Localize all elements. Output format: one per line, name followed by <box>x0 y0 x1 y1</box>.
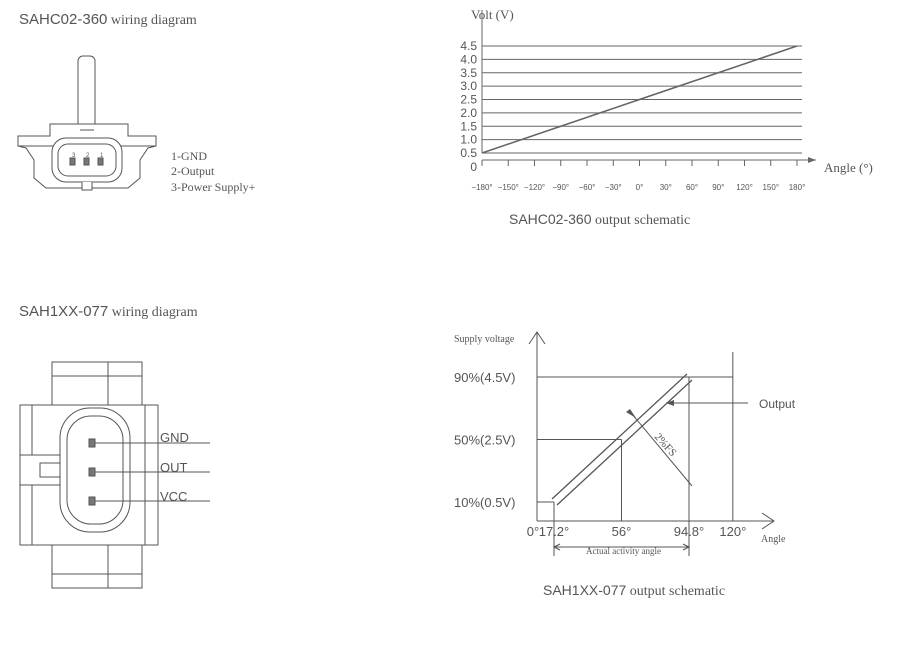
chart2-caption-code: SAH1XX-077 <box>543 582 627 598</box>
chart1-x-axis-label: Angle (°) <box>824 160 873 175</box>
chart1-x-tick-label: −30° <box>604 183 622 192</box>
chart1-y-tick-label: 1.5 <box>460 119 477 134</box>
chart1-x-tick-label: −60° <box>578 183 596 192</box>
chart2-caption <box>543 582 725 600</box>
sensor2-pin-label-gnd: GND <box>160 430 189 445</box>
chart2-x-ticks <box>527 524 747 539</box>
sensor2-title-code: SAH1XX-077 <box>19 303 109 320</box>
chart2-fs-arrow <box>626 409 636 418</box>
chart1-y-tick-label: 2.0 <box>460 105 477 120</box>
chart1-caption-code: SAHC02-360 <box>509 211 592 227</box>
sensor2-pin-label-out: OUT <box>160 460 188 475</box>
chart1-x-tick-label: 180° <box>788 183 806 192</box>
chart1-caption-rest: output schematic <box>591 213 691 228</box>
sensor1-pin-label-gnd: 1-GND <box>171 149 207 163</box>
chart1-y-tick-label: 3.0 <box>460 79 477 94</box>
chart1-x-axis-arrow <box>808 157 816 163</box>
chart1-y-tick-label: 0 <box>470 160 477 174</box>
chart2-y-tick-label: 50%(2.5V) <box>454 432 516 448</box>
chart1-x-tick-label: 120° <box>736 183 753 192</box>
chart1-svg <box>440 0 900 205</box>
sensor2-top-block <box>52 362 142 410</box>
chart1-grid <box>482 10 816 163</box>
chart2-fs-label: 2%FS <box>651 430 679 460</box>
sensor1-shaft <box>78 56 95 132</box>
sensor1-drawing <box>0 40 300 210</box>
chart2-caption-rest: output schematic <box>626 584 726 599</box>
sensor2-pin-label-vcc: VCC <box>160 489 188 504</box>
sensor2-title-rest: wiring diagram <box>108 305 198 320</box>
chart1-x-tick-label: 0° <box>635 183 644 192</box>
sensor1-pin <box>98 158 103 165</box>
chart1-y-tick-label: 4.5 <box>460 39 477 53</box>
chart2-y-axis-label: Supply voltage <box>454 334 515 345</box>
chart2-y-tick-label: 90%(4.5V) <box>454 370 516 385</box>
chart1-caption <box>509 211 690 229</box>
sensor1-pin-label-output: 2-Output <box>171 164 215 178</box>
sensor1-pin <box>84 158 89 165</box>
chart1-x-tick-label: −90° <box>552 183 570 192</box>
chart2-x-axis-label: Angle <box>761 534 786 545</box>
sensor2-pin-out <box>89 468 95 476</box>
chart1-y-tick-label: 1.0 <box>460 132 477 147</box>
sensor1-pin-number: 1 <box>100 153 104 159</box>
sensor1-pin-number: 3 <box>72 153 76 159</box>
chart1-x-tick-label: 30° <box>659 183 672 192</box>
chart2-x-tick-label: 94.8° <box>673 524 705 539</box>
chart1-y-tick-label: 4.0 <box>460 52 477 67</box>
chart2-svg <box>440 320 860 570</box>
chart1-x-tick-label: 60° <box>685 183 699 192</box>
chart2-y-tick-label: 10%(0.5V) <box>454 495 516 510</box>
chart1-y-axis-label: Volt (V) <box>471 7 514 22</box>
sensor1-title <box>19 11 197 29</box>
sensor1-pin-number: 2 <box>86 153 90 159</box>
chart1-y-ticks <box>460 39 477 174</box>
chart2-y-ticks <box>454 370 515 510</box>
chart2-x-tick-label: 120° <box>719 524 747 539</box>
chart1-y-tick-label: 2.5 <box>460 92 477 107</box>
chart2-x-tick-label: 56° <box>611 524 632 539</box>
chart1-x-tick-label: 90° <box>712 183 725 192</box>
sensor1-pin-label-supply: 3-Power Supply+ <box>171 180 256 194</box>
chart2-output-label: Output <box>759 397 796 411</box>
chart1-y-tick-label: 0.5 <box>460 146 477 160</box>
sensor2-bottom-block <box>52 540 142 588</box>
sensor1-title-code: SAHC02-360 <box>19 11 108 28</box>
chart2-axes <box>529 332 774 529</box>
chart1-x-tick-label: −180° <box>471 183 493 192</box>
chart2-activity-angle-label: Actual activity angle <box>586 546 661 556</box>
chart2-x-tick-label: 17.2° <box>538 524 570 539</box>
sensor2-title <box>19 303 198 321</box>
chart1-x-tick-label: −120° <box>523 183 546 192</box>
chart1-x-ticks <box>471 160 805 192</box>
chart1-x-tick-label: −150° <box>497 183 519 192</box>
chart1-x-tick-label: 150° <box>762 183 780 192</box>
sensor1-title-rest: wiring diagram <box>107 13 197 28</box>
sensor2-pin-vcc <box>89 497 95 505</box>
chart2-x-tick-label: 0° <box>526 524 540 539</box>
sensor1-pin <box>70 158 75 165</box>
chart1-y-tick-label: 3.5 <box>460 65 477 80</box>
sensor2-drawing <box>0 350 240 600</box>
sensor2-pin-gnd <box>89 439 95 447</box>
